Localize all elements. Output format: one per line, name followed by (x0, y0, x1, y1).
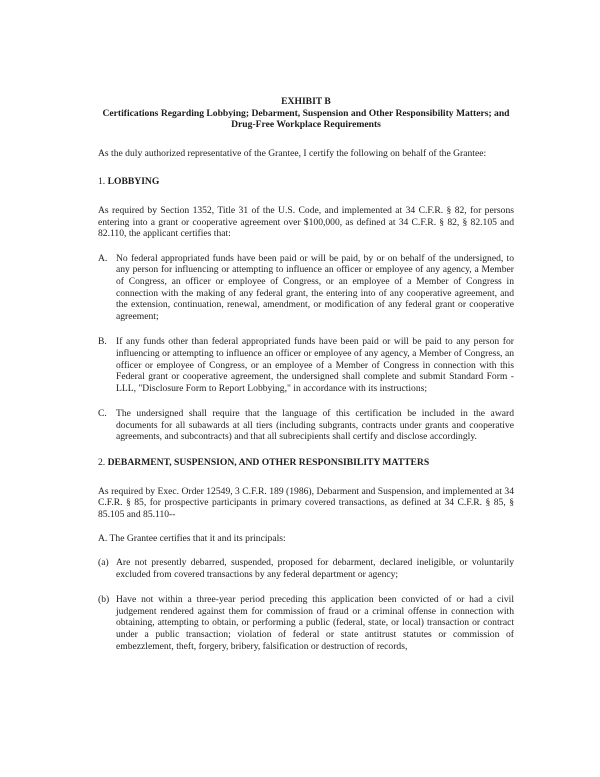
item-text: The undersigned shall require that the language of this certification be included in the award documents for all subawards at all tiers (including subgrants, contracts under grants and cooperative agreements, and subcontracts) and that all subrecipients shall certify and disclose accordingly. (116, 408, 514, 443)
item-text: Have not within a three-year period preceding this application been convicted of or had a civil judgement rendered against them for commission of fraud or a criminal offense in connection with obtaining, attempting to obtain, or performing a public (federal, state, or local) transaction or contract under a public transaction; violation of federal or state antitrust statutes or commission of embezzlement, theft, forgery, bribery, falsification or destruction of records, (116, 594, 514, 652)
item-marker: C. (98, 408, 107, 420)
section-1-heading (98, 176, 514, 188)
exhibit-title: EXHIBIT B (281, 96, 331, 107)
item-text: Are not presently debarred, suspended, proposed for debarment, declared ineligible, or voluntarily excluded from covered transactions by any federal department or agency; (116, 557, 514, 580)
item-marker: A. (98, 252, 108, 264)
section-2-item-b (98, 594, 514, 652)
section-2-sub-heading: A. The Grantee certifies that it and its principals: (98, 533, 286, 545)
item-marker: (b) (98, 594, 110, 606)
section-1-number: 1. (98, 176, 106, 188)
section-2-item-a (98, 557, 514, 580)
item-marker: (a) (98, 557, 109, 569)
intro-paragraph: As the duly authorized representative of the Grantee, I certify the following on behalf of the Grantee: (98, 147, 487, 159)
section-1-item-b (98, 336, 514, 394)
section-2-number: 2. (98, 457, 106, 469)
section-2-title: DEBARMENT, SUSPENSION, AND OTHER RESPONSIBILITY MATTERS (107, 457, 430, 469)
item-text: If any funds other than federal appropriated funds have been paid or will be paid to any person for influencing or attempting to influence an officer or employee of any agency, a Member of Congress, an officer or employee of Congress, or an employee of a Member of Congress in connection with this Federal grant or cooperative agreement, the undersigned shall complete and submit Standard Form - LLL, "Disclosure Form to Report Lobbying," in accordance with its instructions; (116, 336, 514, 394)
section-1-intro: As required by Section 1352, Title 31 of the U.S. Code, and implemented at 34 C.F.R. § 82, for persons entering into a grant or cooperative agreement over $100,000, as defined at 34 C.F.R. § 82, § 82.105 and 82.110, the applicant certifies that: (98, 204, 514, 240)
section-1-title: LOBBYING (107, 176, 160, 188)
exhibit-subtitle: Certifications Regarding Lobbying; Debarment, Suspension and Other Responsibility Matters; and Drug-Free Workplace Requirements (102, 107, 510, 131)
item-marker: B. (98, 336, 107, 348)
section-2-intro: As required by Exec. Order 12549, 3 C.F.R. 189 (1986), Debarment and Suspension, and implemented at 34 C.F.R. § 85, for prospective participants in primary covered transactions, as defined at 34 C.F.R. § 85, § 85.105 and 85.110-- (98, 485, 514, 520)
section-1-item-c (98, 408, 514, 443)
section-2-heading (98, 457, 514, 469)
item-text: No federal appropriated funds have been paid or will be paid, by or on behalf of the undersigned, to any person for influencing or attempting to influence an officer or employee of any agency, a Member of Congress, an officer or employee of Congress, or an employee of a Member of Congress in connection with the making of any federal grant, the entering into of any cooperative agreement, and the extension, continuation, renewal, amendment, or modification of any federal grant or cooperative agreement; (116, 252, 514, 322)
section-1-item-a (98, 253, 514, 323)
